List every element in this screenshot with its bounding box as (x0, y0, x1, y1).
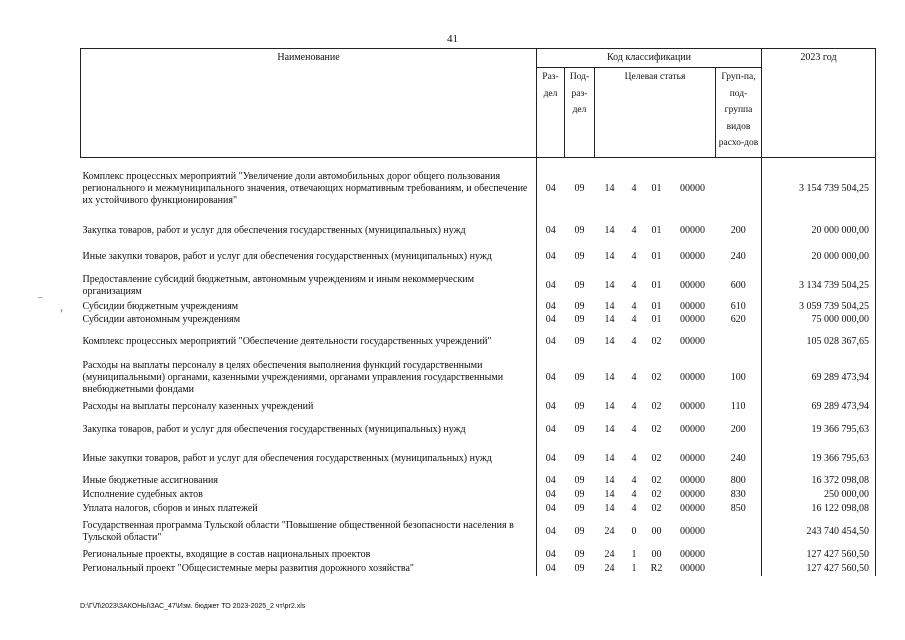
cell-pr: 09 (574, 488, 585, 500)
cell-amount: 20 000 000,00 (762, 242, 876, 272)
cell-name: Государственная программа Тульской области "Повышение общественной безопасности населения в Тульской области" (82, 519, 514, 543)
cell-name: Предоставление субсидий бюджетным, автономным учреждениям и иным некоммерческим организациям (82, 273, 475, 297)
table-row (81, 548, 876, 562)
cell-c4: 00000 (680, 452, 705, 464)
cell-name: Региональные проекты, входящие в состав национальных проектов (82, 548, 371, 560)
cell-amount: 20 000 000,00 (762, 220, 876, 242)
cell-pr: 09 (574, 371, 585, 383)
table-row (81, 327, 876, 358)
cell-c2: 1 (631, 548, 637, 560)
cell-rz: 04 (537, 220, 565, 242)
cell-rz: 04 (537, 474, 565, 488)
cell-c2: 4 (631, 300, 637, 312)
header-target: Целевая статья (595, 68, 716, 158)
cell-c4: 00000 (680, 314, 705, 325)
cell-c1: 14 (604, 474, 615, 486)
cell-c4: 00000 (680, 182, 705, 194)
cell-vr: 200 (730, 423, 746, 435)
cell-c4: 00000 (680, 562, 705, 574)
cell-c4: 00000 (680, 423, 705, 435)
cell-c3: 01 (651, 182, 662, 194)
table-row (81, 416, 876, 444)
cell-pr: 09 (574, 423, 585, 435)
cell-rz: 04 (537, 548, 565, 562)
cell-c1: 24 (604, 548, 615, 560)
cell-c2: 4 (631, 474, 637, 486)
cell-pr: 09 (574, 250, 585, 262)
cell-pr: 09 (574, 525, 585, 537)
cell-vr: 610 (730, 300, 746, 312)
cell-c1: 24 (604, 562, 615, 574)
header-name: Наименование (81, 49, 537, 158)
cell-amount: 105 028 367,65 (762, 327, 876, 358)
cell-vr (716, 548, 762, 562)
cell-amount: 75 000 000,00 (762, 314, 876, 327)
table-row (81, 300, 876, 314)
table-row (81, 158, 876, 220)
cell-pr: 09 (574, 224, 585, 236)
cell-c2: 4 (631, 336, 637, 347)
table-body (81, 158, 876, 576)
cell-c2: 4 (631, 279, 637, 291)
cell-amount: 3 154 739 504,25 (762, 158, 876, 220)
cell-name: Иные закупки товаров, работ и услуг для обеспечения государственных (муниципальных) нужд (82, 250, 492, 262)
cell-name: Субсидии бюджетным учреждениям (82, 300, 239, 312)
cell-pr: 09 (574, 300, 585, 312)
cell-rz: 04 (537, 398, 565, 416)
cell-c1: 14 (604, 224, 615, 236)
file-path: D:\Г\Л\2023\ЗАКОНЫ\ЗАС_47\Изм. бюджет ТО 2023-2025_2 чт\pr2.xls (80, 603, 306, 610)
cell-c1: 14 (604, 371, 615, 383)
cell-c3: 02 (651, 336, 662, 347)
cell-c4: 00000 (680, 474, 705, 486)
cell-vr: 200 (730, 224, 746, 236)
cell-c3: 02 (651, 502, 662, 514)
cell-c1: 14 (604, 314, 615, 325)
cell-c2: 4 (631, 182, 637, 194)
cell-name: Иные бюджетные ассигнования (82, 474, 218, 486)
cell-c1: 14 (604, 182, 615, 194)
cell-amount: 16 372 098,08 (762, 474, 876, 488)
table-row (81, 474, 876, 488)
cell-vr (716, 516, 762, 548)
cell-pr: 09 (574, 452, 585, 464)
cell-vr: 240 (730, 250, 746, 262)
cell-name: Комплекс процессных мероприятий "Обеспечение деятельности государственных учреждений" (82, 336, 492, 347)
cell-vr: 830 (730, 488, 746, 500)
header-razdel: Раз-дел (537, 68, 565, 158)
cell-c1: 14 (604, 452, 615, 464)
cell-pr: 09 (574, 182, 585, 194)
cell-name: Иные закупки товаров, работ и услуг для обеспечения государственных (муниципальных) нужд (82, 452, 492, 464)
cell-c1: 14 (604, 488, 615, 500)
cell-amount: 69 289 473,94 (762, 398, 876, 416)
cell-rz: 04 (537, 488, 565, 502)
cell-c2: 4 (631, 400, 637, 412)
cell-amount: 19 366 795,63 (762, 444, 876, 474)
cell-vr (716, 327, 762, 358)
cell-rz: 04 (537, 358, 565, 398)
cell-c1: 24 (604, 525, 615, 537)
cell-c4: 00000 (680, 371, 705, 383)
cell-rz: 04 (537, 502, 565, 516)
cell-c4: 00000 (680, 224, 705, 236)
cell-rz: 04 (537, 327, 565, 358)
cell-amount: 250 000,00 (762, 488, 876, 502)
cell-c2: 4 (631, 452, 637, 464)
table-row (81, 220, 876, 242)
cell-rz: 04 (537, 242, 565, 272)
cell-c4: 00000 (680, 525, 705, 537)
cell-amount: 3 059 739 504,25 (762, 300, 876, 314)
cell-c3: 02 (651, 488, 662, 500)
cell-pr: 09 (574, 548, 585, 560)
cell-c4: 00000 (680, 548, 705, 560)
cell-c3: 00 (651, 548, 662, 560)
cell-name: Закупка товаров, работ и услуг для обеспечения государственных (муниципальных) нужд (82, 423, 466, 435)
cell-c2: 4 (631, 371, 637, 383)
cell-rz: 04 (537, 444, 565, 474)
cell-vr: 620 (730, 314, 746, 325)
cell-amount: 3 134 739 504,25 (762, 272, 876, 300)
table-row (81, 516, 876, 548)
table-row (81, 444, 876, 474)
cell-amount: 19 366 795,63 (762, 416, 876, 444)
cell-c3: 01 (651, 250, 662, 262)
table-row (81, 358, 876, 398)
cell-c3: 01 (651, 314, 662, 325)
cell-c4: 00000 (680, 300, 705, 312)
cell-name: Уплата налогов, сборов и иных платежей (82, 502, 258, 514)
cell-pr: 09 (574, 314, 585, 325)
cell-c1: 14 (604, 250, 615, 262)
cell-vr: 240 (730, 452, 746, 464)
header-year: 2023 год (762, 49, 876, 158)
cell-c3: R2 (650, 562, 663, 574)
table-row (81, 314, 876, 327)
cell-c1: 14 (604, 336, 615, 347)
cell-c3: 00 (651, 525, 662, 537)
header-group: Груп-па, под-группа видов расхо-дов (716, 68, 762, 158)
table-row (81, 562, 876, 576)
cell-c3: 02 (651, 400, 662, 412)
cell-c4: 00000 (680, 488, 705, 500)
cell-c4: 00000 (680, 250, 705, 262)
cell-rz: 04 (537, 158, 565, 220)
cell-vr: 850 (730, 502, 746, 514)
cell-c1: 14 (604, 300, 615, 312)
cell-amount: 69 289 473,94 (762, 358, 876, 398)
cell-c2: 4 (631, 502, 637, 514)
table-row (81, 242, 876, 272)
cell-pr: 09 (574, 502, 585, 514)
cell-pr: 09 (574, 400, 585, 412)
cell-rz: 04 (537, 416, 565, 444)
cell-c3: 01 (651, 300, 662, 312)
cell-c3: 01 (651, 279, 662, 291)
page-number: 41 (447, 33, 458, 45)
header-code: Код классификации (537, 49, 762, 68)
cell-name: Исполнение судебных актов (82, 488, 203, 500)
cell-c3: 02 (651, 423, 662, 435)
cell-rz: 04 (537, 300, 565, 314)
cell-c2: 4 (631, 488, 637, 500)
cell-c1: 14 (604, 400, 615, 412)
cell-c4: 00000 (680, 336, 705, 347)
cell-c3: 01 (651, 224, 662, 236)
cell-vr (716, 562, 762, 576)
cell-pr: 09 (574, 336, 585, 347)
table-row (81, 502, 876, 516)
cell-rz: 04 (537, 314, 565, 327)
cell-pr: 09 (574, 279, 585, 291)
cell-c4: 00000 (680, 400, 705, 412)
cell-amount: 127 427 560,50 (762, 548, 876, 562)
cell-vr: 100 (730, 371, 746, 383)
header-podrazdel: Под-раз-дел (565, 68, 595, 158)
cell-amount: 16 122 098,08 (762, 502, 876, 516)
cell-name: Субсидии автономным учреждениям (82, 314, 241, 325)
table-row (81, 272, 876, 300)
cell-c2: 1 (631, 562, 637, 574)
cell-c4: 00000 (680, 502, 705, 514)
cell-rz: 04 (537, 562, 565, 576)
cell-c2: 0 (631, 525, 637, 537)
cell-name: Расходы на выплаты персоналу в целях обеспечения выполнения функций государственными (муниципальными) органами, казенными учреждениями, органами управления государственными внебюджетными фондами (82, 359, 504, 395)
cell-c4: 00000 (680, 279, 705, 291)
cell-c1: 14 (604, 502, 615, 514)
cell-vr: 800 (730, 474, 746, 486)
cell-c3: 02 (651, 452, 662, 464)
margin-mark: › (60, 305, 63, 315)
cell-pr: 09 (574, 562, 585, 574)
cell-c2: 4 (631, 224, 637, 236)
cell-name: Региональный проект "Общесистемные меры развития дорожного хозяйства" (82, 562, 414, 574)
cell-vr: 600 (730, 279, 746, 291)
cell-c2: 4 (631, 314, 637, 325)
cell-c1: 14 (604, 279, 615, 291)
cell-vr: 110 (730, 400, 746, 412)
budget-table (80, 48, 876, 576)
cell-rz: 04 (537, 516, 565, 548)
cell-name: Расходы на выплаты персоналу казенных учреждений (82, 400, 314, 412)
cell-amount: 127 427 560,50 (762, 562, 876, 576)
cell-vr (716, 158, 762, 220)
cell-c3: 02 (651, 371, 662, 383)
cell-pr: 09 (574, 474, 585, 486)
cell-c2: 4 (631, 423, 637, 435)
cell-name: Комплекс процессных мероприятий "Увеличение доли автомобильных дорог общего пользования регионального и межмуниципального значения, отвечающих нормативным требованиям, и обеспечение их устойчивого функционирования" (82, 170, 528, 206)
cell-rz: 04 (537, 272, 565, 300)
margin-mark: – (38, 292, 43, 302)
cell-c1: 14 (604, 423, 615, 435)
cell-amount: 243 740 454,50 (762, 516, 876, 548)
cell-name: Закупка товаров, работ и услуг для обеспечения государственных (муниципальных) нужд (82, 224, 466, 236)
table-row (81, 398, 876, 416)
table-row (81, 488, 876, 502)
cell-c3: 02 (651, 474, 662, 486)
cell-c2: 4 (631, 250, 637, 262)
